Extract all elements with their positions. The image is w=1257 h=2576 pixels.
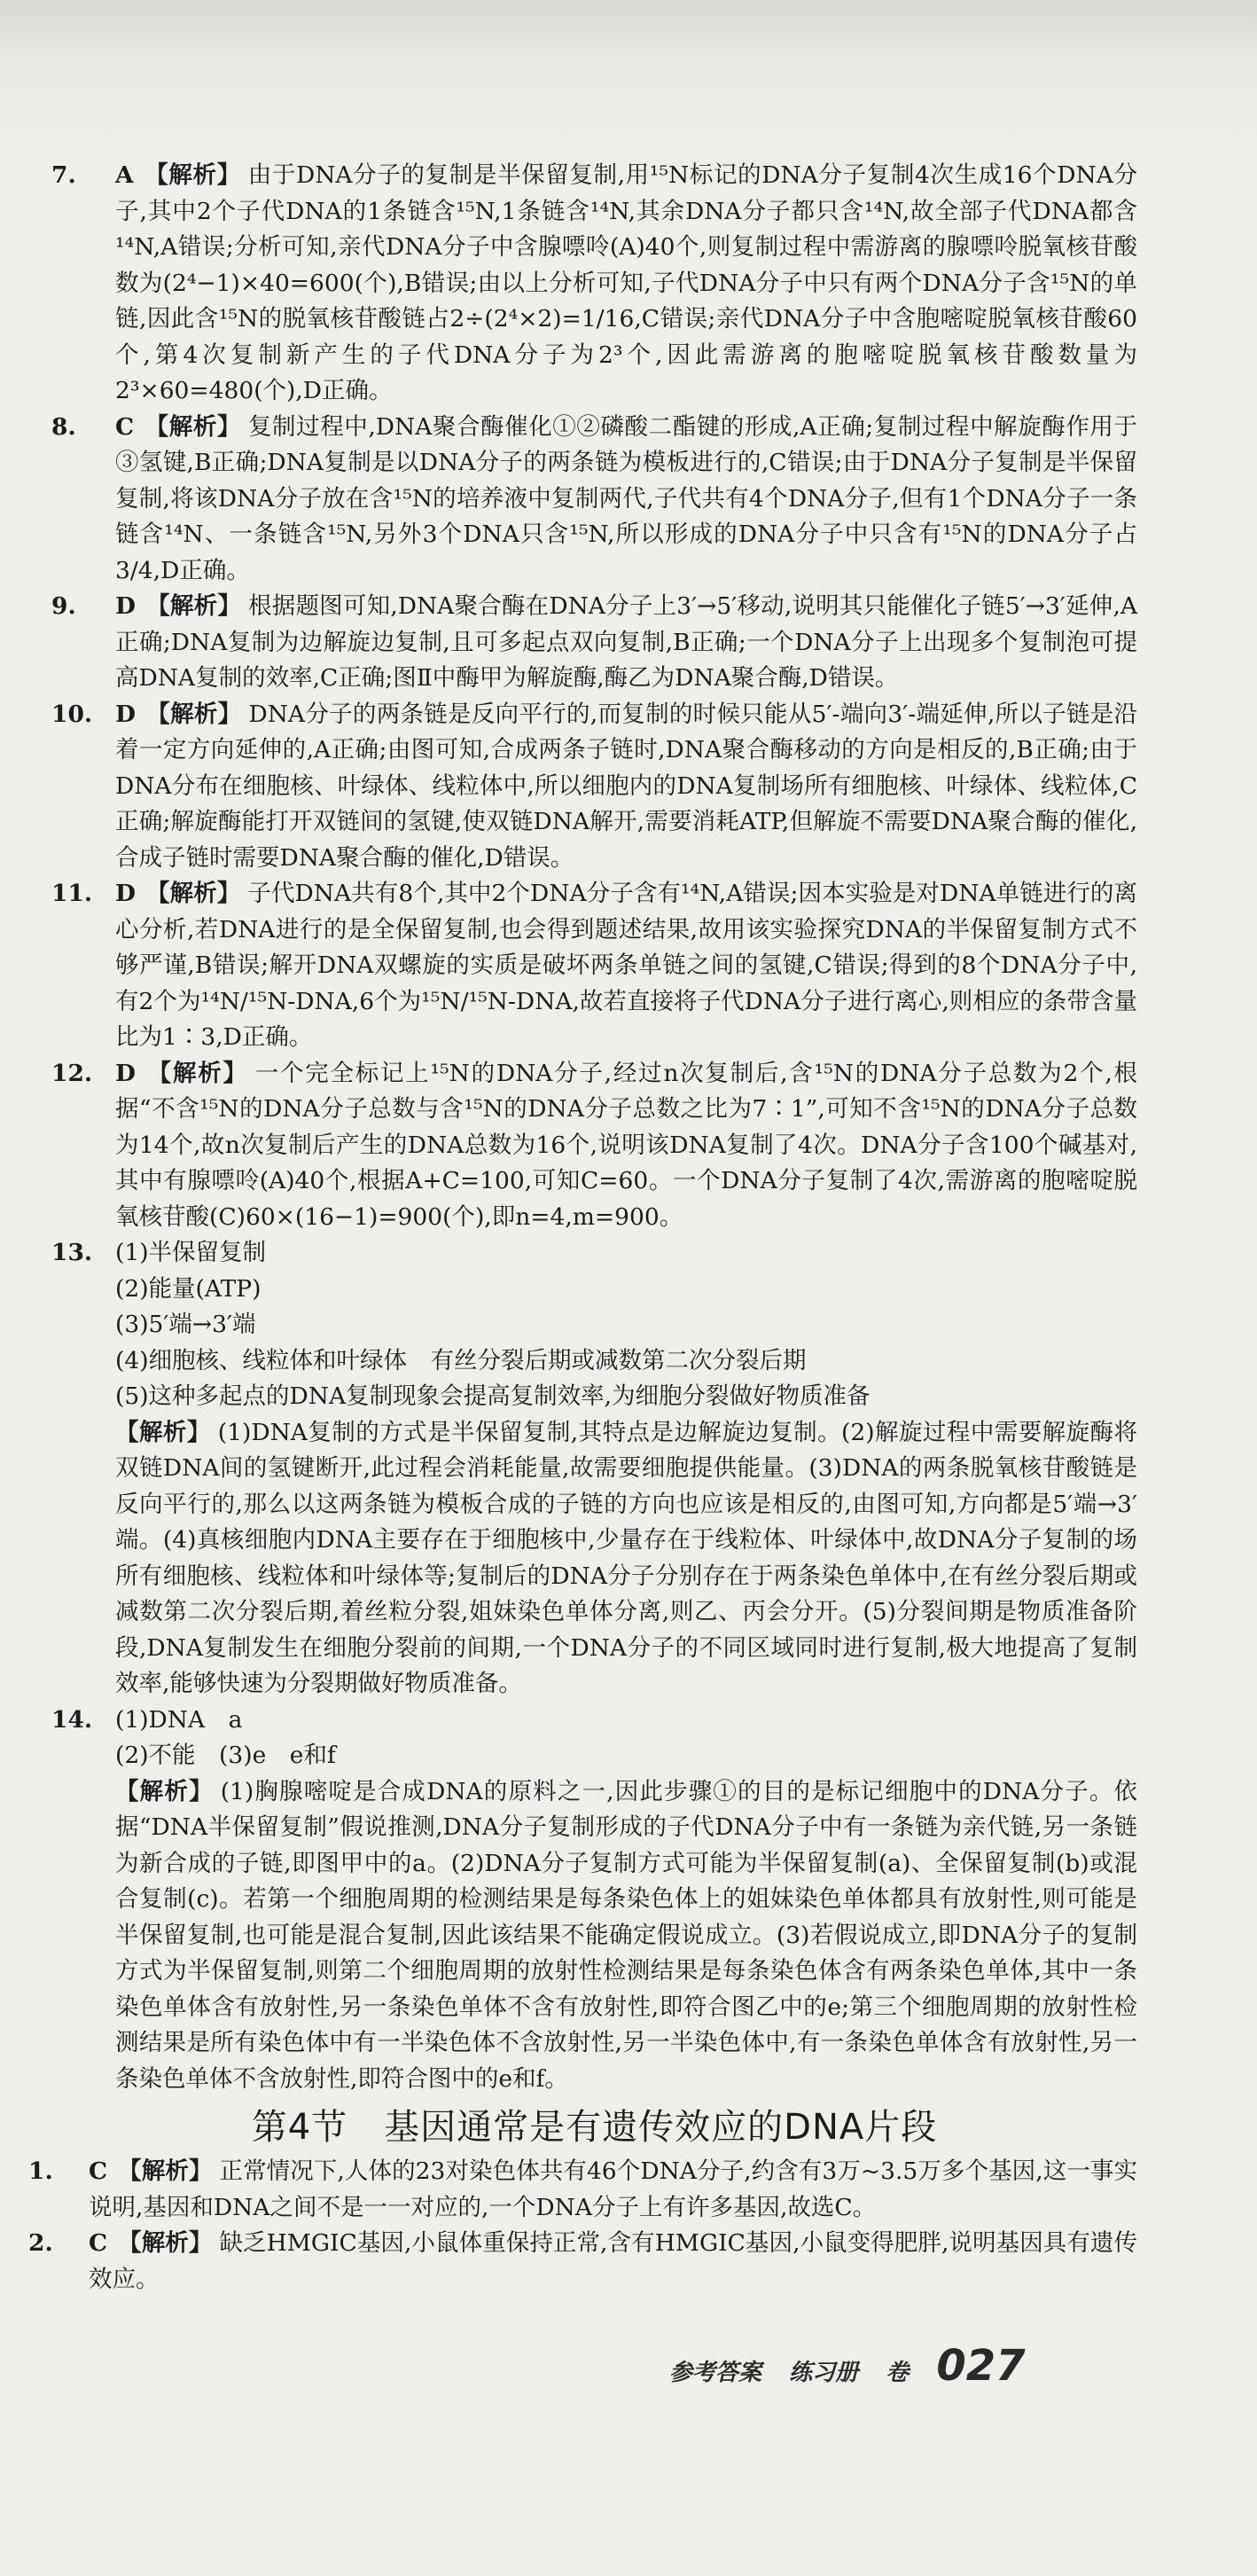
sub-answer: (3)5′端→3′端	[115, 1311, 256, 1338]
answer-item-14	[51, 1703, 1137, 2098]
answer-choice: C	[115, 412, 135, 441]
analysis-tag: 【解析】	[145, 1059, 248, 1087]
analysis-tag: 【解析】	[145, 880, 241, 907]
analysis-text: 根据题图可知,DNA聚合酶在DNA分子上3′→5′移动,说明其只能催化子链5′→3′延伸,A正确;DNA复制为边解旋边复制,且可多起点双向复制,B正确;一个DNA分子上出现多个复制泡可提高DNA复制的效率,C正确;图Ⅱ中酶甲为解旋酶,酶乙为DNA聚合酶,D错误。	[115, 592, 1138, 692]
answer-item-10	[51, 697, 1137, 877]
sub-answer: (1)DNA a	[115, 1705, 243, 1734]
footer-reference-label: 参考答案	[669, 2360, 762, 2386]
analysis-tag: 【解析】	[144, 412, 241, 441]
analysis-tag: 【解析】	[115, 1418, 211, 1446]
answer-choice: D	[115, 1059, 136, 1087]
question-number: 7.	[51, 161, 76, 189]
question-number: 1.	[28, 2157, 53, 2185]
analysis-text: 由于DNA分子的复制是半保留复制,用¹⁵N标记的DNA分子复制4次生成16个DNA分子,其中2个子代DNA的1条链含¹⁵N,1条链含¹⁴N,其余DNA分子都只含¹⁴N,故全部子代DNA都含¹⁴N,A错误;分析可知,亲代DNA分子中含腺嘌呤(A)40个,则复制过程中需游离的腺嘌呤脱氧核苷酸数为(2⁴−1)×40=600(个),B错误;由以上分析可知,子代DNA分子中只有两个DNA分子含¹⁵N的单链,因此含¹⁵N的脱氧核苷酸链占2÷(2⁴×2)=1/16,C错误;亲代DNA分子中含胞嘧啶脱氧核苷酸60个,第4次复制新产生的子代DNA分子为2³个,因此需游离的胞嘧啶脱氧核苷酸数量为2³×60=480(个),D正确。	[115, 161, 1138, 404]
analysis-text: 正常情况下,人体的23对染色体共有46个DNA分子,约含有3万~3.5万多个基因,这一事实说明,基因和DNA之间不是一一对应的,一个DNA分子上有许多基因,故选C。	[89, 2157, 1137, 2221]
analysis-text: 一个完全标记上¹⁵N的DNA分子,经过n次复制后,含¹⁵N的DNA分子总数为2个,根据“不含¹⁵N的DNA分子总数与含¹⁵N的DNA分子总数之比为7∶1”,可知不含¹⁵N的DNA分子总数为14个,故n次复制后产生的DNA总数为16个,说明该DNA复制了4次。DNA分子含100个碱基对,其中有腺嘌呤(A)40个,根据A+C=100,可知C=60。一个DNA分子复制了4次,需游离的胞嘧啶脱氧核苷酸(C)60×(16−1)=900(个),即n=4,m=900。	[115, 1059, 1138, 1231]
question-number: 2.	[28, 2229, 53, 2257]
sub-answer: (5)这种多起点的DNA复制现象会提高复制效率,为细胞分裂做好物质准备	[115, 1382, 871, 1410]
sub-answer: (2)不能 (3)e e和f	[115, 1742, 336, 1769]
answer-choice: A	[115, 161, 134, 189]
answer-item-11	[51, 876, 1137, 1056]
sub-answer: (4)细胞核、线粒体和叶绿体 有丝分裂后期或减数第二次分裂后期	[115, 1346, 807, 1374]
sub-answer: (1)半保留复制	[115, 1239, 267, 1266]
analysis-tag: 【解析】	[145, 592, 242, 620]
question-number: 12.	[51, 1059, 93, 1087]
section-answer-item-1	[28, 2154, 1137, 2226]
answer-choice: C	[89, 2229, 108, 2257]
answer-item-9	[51, 589, 1137, 697]
footer-volume-label: 卷	[886, 2360, 910, 2386]
analysis-text: (1)胸腺嘧啶是合成DNA的原料之一,因此步骤①的目的是标记细胞中的DNA分子。依据“DNA半保留复制”假说推测,DNA分子复制形成的子代DNA分子中有一条链为亲代链,另一条链为新合成的子链,即图甲中的a。(2)DNA分子复制方式可能为半保留复制(a)、全保留复制(b)或混合复制(c)。若第一个细胞周期的检测结果是每条染色体上的姐妹染色单体都具有放射性,则可能是半保留复制,也可能是混合复制,因此该结果不能确定假说成立。(3)若假说成立,即DNA分子的复制方式为半保留复制,则第二个细胞周期的放射性检测结果是每条染色体含有两条染色单体,其中一条染色单体含有放射性,另一条染色单体不含有放射性,即符合图乙中的e;第三个细胞周期的放射性检测结果是所有染色体中有一半染色体不含放射性,另一半染色体中,有一条染色单体含有放射性,另一条染色单体不含放射性,即符合图中的e和f。	[115, 1777, 1138, 2093]
question-number: 13.	[51, 1239, 93, 1266]
answer-content	[28, 158, 1138, 2298]
answer-item-7	[51, 158, 1137, 410]
analysis-text: 子代DNA共有8个,其中2个DNA分子含有¹⁴N,A错误;因本实验是对DNA单链进行的离心分析,若DNA进行的是全保留复制,也会得到题述结果,故用该实验探究DNA的半保留复制方式不够严谨,B错误;解开DNA双螺旋的实质是破坏两条单链之间的氢键,C错误;得到的8个DNA分子中,有2个为¹⁴N/¹⁵N-DNA,6个为¹⁵N/¹⁵N-DNA,故若直接将子代DNA分子进行离心,则相应的条带含量比为1∶3,D正确。	[115, 880, 1137, 1051]
analysis-tag: 【解析】	[115, 1777, 214, 1805]
answer-item-8	[51, 410, 1137, 590]
page-footer	[669, 2341, 1026, 2403]
analysis-tag: 【解析】	[144, 161, 241, 189]
analysis-tag: 【解析】	[145, 700, 242, 728]
answer-choice: C	[89, 2157, 108, 2185]
section-answer-item-2	[28, 2226, 1138, 2298]
analysis-text: DNA分子的两条链是反向平行的,而复制的时候只能从5′-端向3′-端延伸,所以子链是沿着一定方向延伸的,A正确;由图可知,合成两条子链时,DNA聚合酶移动的方向是相反的,B正确;由于DNA分布在细胞核、叶绿体、线粒体中,所以细胞内的DNA复制场所有细胞核、叶绿体、线粒体,C正确;解旋酶能打开双链间的氢键,使双链DNA解开,需要消耗ATP,但解旋不需要DNA聚合酶的催化,合成子链时需要DNA聚合酶的催化,D错误。	[115, 700, 1138, 872]
sub-answer: (2)能量(ATP)	[115, 1274, 262, 1303]
answer-item-13	[51, 1235, 1137, 1703]
page-number: 027	[936, 2341, 1026, 2391]
analysis-tag: 【解析】	[118, 2157, 213, 2185]
answer-choice: D	[115, 592, 136, 620]
answer-item-12	[51, 1056, 1137, 1236]
analysis-text: (1)DNA复制的方式是半保留复制,其特点是边解旋边复制。(2)解旋过程中需要解旋酶将双链DNA间的氢键断开,此过程会消耗能量,故需要细胞提供能量。(3)DNA的两条脱氧核苷酸链是反向平行的,那么以这两条链为模板合成的子链的方向也应该是相反的,由图可知,方向都是5′端→3′端。(4)真核细胞内DNA主要存在于细胞核中,少量存在于线粒体、叶绿体中,故DNA分子复制的场所有细胞核、线粒体和叶绿体等;复制后的DNA分子分别存在于两条染色单体中,在有丝分裂后期或减数第二次分裂后期,着丝粒分裂,姐妹染色单体分离,则乙、丙会分开。(5)分裂间期是物质准备阶段,DNA复制发生在细胞分裂前的间期,一个DNA分子的不同区域同时进行复制,极大地提高了复制效率,能够快速为分裂期做好物质准备。	[115, 1418, 1138, 1697]
section-title: 第4节 基因通常是有遗传效应的DNA片段	[251, 2107, 938, 2148]
analysis-text: 复制过程中,DNA聚合酶催化①②磷酸二酯键的形成,A正确;复制过程中解旋酶作用于③氢键,B正确;DNA复制是以DNA分子的两条链为模板进行的,C错误;由于DNA分子复制是半保留复制,将该DNA分子放在含¹⁵N的培养液中复制两代,子代共有4个DNA分子,但有1个DNA分子一条链含¹⁴N、一条链含¹⁵N,另外3个DNA只含¹⁵N,所以形成的DNA分子中只含有¹⁵N的DNA分子占3/4,D正确。	[115, 412, 1138, 584]
question-number: 11.	[51, 880, 93, 907]
answer-choice: D	[115, 700, 136, 728]
question-number: 14.	[51, 1705, 93, 1734]
analysis-text: 缺乏HMGIC基因,小鼠体重保持正常,含有HMGIC基因,小鼠变得肥胖,说明基因具有遗传效应。	[89, 2229, 1138, 2293]
question-number: 9.	[51, 592, 76, 620]
answer-choice: D	[115, 880, 136, 907]
question-number: 8.	[51, 412, 76, 441]
footer-workbook-label: 练习册	[789, 2360, 859, 2386]
question-number: 10.	[51, 700, 93, 728]
analysis-tag: 【解析】	[118, 2229, 213, 2257]
